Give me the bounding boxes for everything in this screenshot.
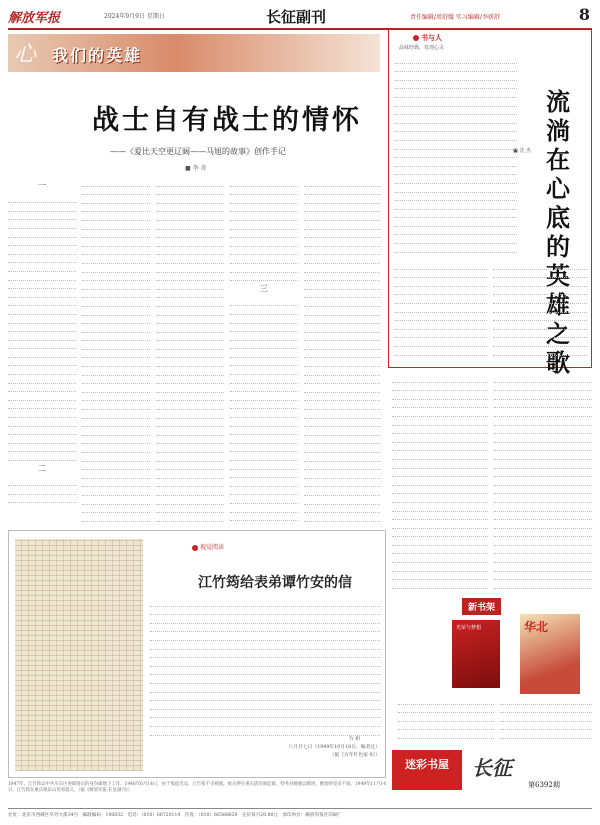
issue-number: 第6392期 — [528, 781, 560, 789]
book-review-tag: 书与人 — [413, 33, 442, 43]
book-review-subtag: 品味经典，发现心灵 — [399, 45, 445, 51]
editors-credit: 责任编辑/周舒媛 实习编辑/李妍舒 — [410, 14, 500, 21]
section-title: 长征副刊 — [266, 8, 327, 26]
book-review-author: ■ 沈 杰 — [513, 148, 531, 154]
article-column-4 — [230, 178, 298, 526]
bullet-icon — [413, 35, 419, 41]
book-blurb-1 — [398, 696, 494, 746]
letter-signature-date: 八月廿七日（1949年10月18日，编者注） — [288, 744, 380, 750]
new-books-banner — [400, 598, 592, 614]
right-text-column-1 — [392, 374, 488, 594]
issue-date: 2024年9月9日 星期日 — [104, 13, 165, 20]
letter-feature-title: 江竹筠给表弟谭竹安的信 — [198, 575, 352, 591]
book-review-text-3 — [493, 261, 587, 361]
book-cover-2[interactable] — [520, 614, 580, 694]
footer-phone: 电话：（010）66720114 — [127, 813, 181, 818]
right-text-column-2 — [494, 374, 592, 594]
book-review-text-1 — [395, 55, 517, 255]
article-column-3 — [156, 178, 224, 526]
newspaper-logo: 解放军报 — [8, 11, 61, 26]
book-cover-2-title: 华北 — [524, 620, 549, 634]
bullet-icon — [192, 545, 198, 551]
new-books-label: 新书架 — [462, 598, 501, 615]
book-review-box — [388, 28, 592, 377]
masthead — [8, 4, 592, 30]
changzheng-logo: 长征 — [472, 756, 512, 780]
book-cover-1[interactable] — [452, 620, 500, 688]
article-column-1 — [8, 178, 76, 526]
book-cover-1-title: 光荣与梦想 — [456, 625, 482, 631]
banner-swirl-icon: 心 — [14, 42, 37, 67]
section-marker: 一 — [38, 181, 46, 190]
footer-postal: 邮政编码：100832 — [82, 813, 124, 818]
camo-bookhouse-logo: 迷彩书屋 — [392, 750, 462, 790]
column-banner — [8, 34, 380, 72]
footer-price: 定价每月20.80元 — [241, 813, 279, 818]
banner-title: 我们的英雄 — [52, 46, 143, 65]
book-blurb-2 — [500, 696, 592, 746]
handwritten-letter-image — [15, 539, 143, 771]
footer-fax: 传真：（010）66588630 — [184, 813, 238, 818]
letter-signature: 竹 姐 — [348, 736, 360, 742]
page-number: 8 — [578, 5, 590, 24]
letter-source: （据《百年红色家书》） — [329, 752, 380, 758]
book-review-text-2 — [395, 261, 487, 361]
letter-caption: 1947年，江竹筠以中共川东区委联络员的身份做地下工作。1948年6月14日，由于叛徒出卖，江竹筠不幸被捕，被关押在重庆渣滓洞监狱。特务对她施以酷刑，她始终坚贞不屈。1949年11月14日，江竹筠在重庆歌乐山英勇就义。（据《解放军报·长征副刊》） — [8, 782, 386, 793]
article-column-5 — [304, 178, 380, 526]
letter-transcription — [150, 598, 380, 778]
section-marker: 三 — [260, 284, 268, 294]
article-byline: ■ 李 奇 — [185, 165, 207, 172]
article-headline: 战士自有战士的情怀 — [92, 105, 362, 136]
page-footer — [8, 808, 592, 818]
letter-feature-tag: 视觉阅读 — [192, 542, 224, 551]
article-column-2 — [82, 178, 150, 526]
article-subtitle: ——《爱比天空更辽阔——马旭的故事》创作手记 — [110, 147, 286, 156]
book-review-title: 流淌在心底的英雄之歌 — [546, 87, 570, 377]
section-marker: 二 — [38, 464, 46, 473]
footer-address: 社址：北京市西城区阜外大街34号 — [8, 813, 79, 818]
footer-printer: 承印单位：解放军报社印刷厂 — [282, 813, 343, 818]
